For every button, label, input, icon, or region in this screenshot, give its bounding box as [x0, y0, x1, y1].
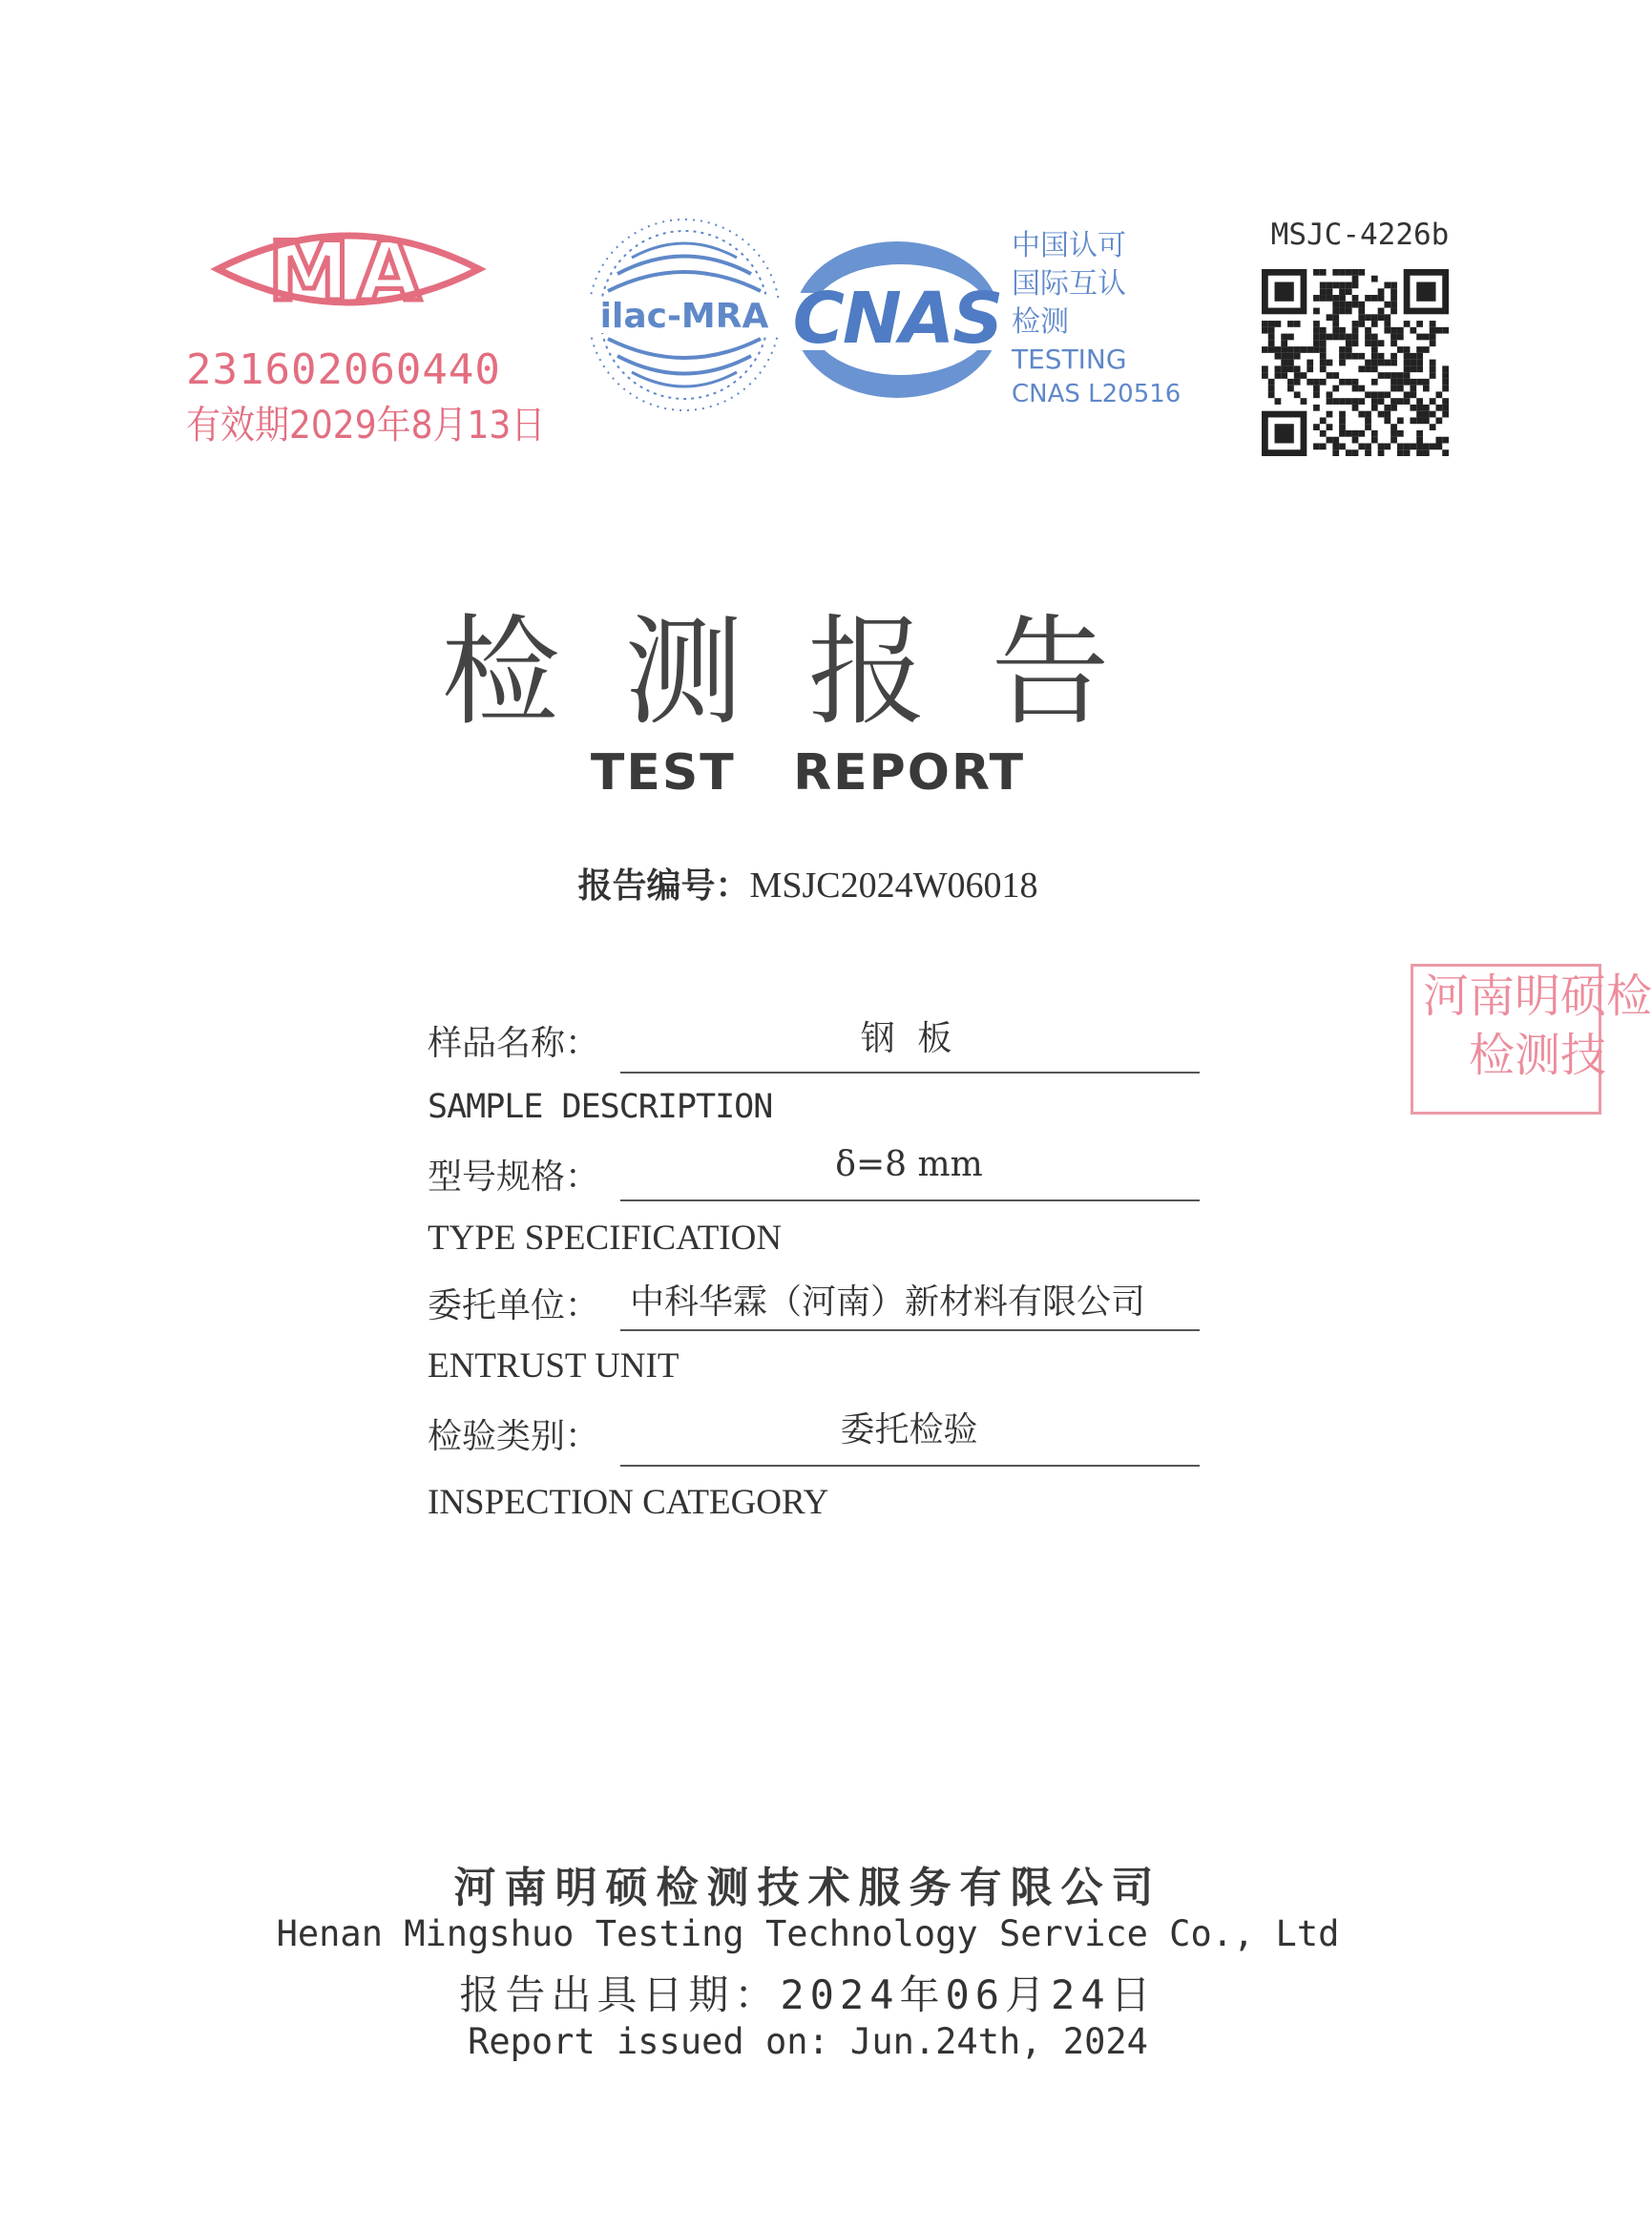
issue-date-cn: 报告出具日期：2024年06月24日: [459, 1971, 1157, 2018]
sample-value: 钢 板: [860, 1019, 958, 1058]
page-title-en: TEST REPORT: [590, 744, 1026, 802]
type-label-cn: 型号规格：: [428, 1157, 600, 1197]
cnas-line-1: 中国认可: [1012, 229, 1126, 262]
cma-number: 231602060440: [186, 345, 501, 394]
sample-underline: [620, 1072, 1200, 1074]
cma-validity: 有效期2029年8月13日: [186, 403, 546, 448]
cnas-line-5: CNAS L20516: [1012, 380, 1181, 408]
entrust-label-cn: 委托单位：: [428, 1286, 600, 1325]
type-underline: [620, 1199, 1200, 1201]
entrust-label-en: ENTRUST UNIT: [428, 1346, 680, 1386]
cnas-accreditation-text: [1012, 227, 1181, 410]
type-label-en: TYPE SPECIFICATION: [428, 1219, 783, 1258]
entrust-underline: [620, 1329, 1200, 1331]
inspection-label-cn: 检验类别：: [428, 1417, 600, 1456]
inspection-underline: [620, 1465, 1200, 1467]
issue-date-en: Report issued on: Jun.24th, 2024: [468, 2021, 1148, 2062]
company-name-en: Henan Mingshuo Testing Technology Service Co., Ltd: [276, 1913, 1340, 1954]
seal-line-1: 河南明硕检: [1423, 970, 1652, 1023]
document-code: MSJC-4226b: [1270, 218, 1450, 252]
cma-logo-text: MA: [267, 224, 429, 320]
ilac-text: ilac-MRA: [599, 297, 769, 336]
seal-line-2: 检测技: [1469, 1029, 1607, 1082]
type-value: δ=8 mm: [835, 1145, 983, 1184]
inspection-value: 委托检验: [840, 1410, 978, 1449]
ilac-mra-logo: [584, 215, 784, 415]
inspection-label-en: INSPECTION CATEGORY: [428, 1483, 829, 1522]
cnas-line-3: 检测: [1012, 305, 1069, 339]
qr-code-icon: [1262, 269, 1449, 456]
page-title-cn: 检测报告: [441, 604, 1175, 741]
sample-label-cn: 样品名称：: [428, 1024, 600, 1063]
report-number-label: 报告编号：: [577, 866, 750, 906]
cma-stamp: [186, 212, 546, 448]
report-number-value: MSJC2024W06018: [749, 865, 1038, 906]
cma-logo-icon: [210, 212, 487, 326]
report-number: [0, 859, 1616, 907]
entrust-value: 中科华霖（河南）新材料有限公司: [630, 1282, 1146, 1322]
company-seal-stamp: [1411, 964, 1652, 1115]
cnas-line-4: TESTING: [1012, 344, 1127, 375]
cnas-logo-text: CNAS: [792, 278, 1002, 360]
sample-label-en: SAMPLE DESCRIPTION: [428, 1088, 773, 1126]
company-name-cn: 河南明硕检测技术服务有限公司: [453, 1864, 1162, 1912]
cnas-logo: [784, 234, 1014, 406]
cnas-line-2: 国际互认: [1012, 267, 1126, 301]
